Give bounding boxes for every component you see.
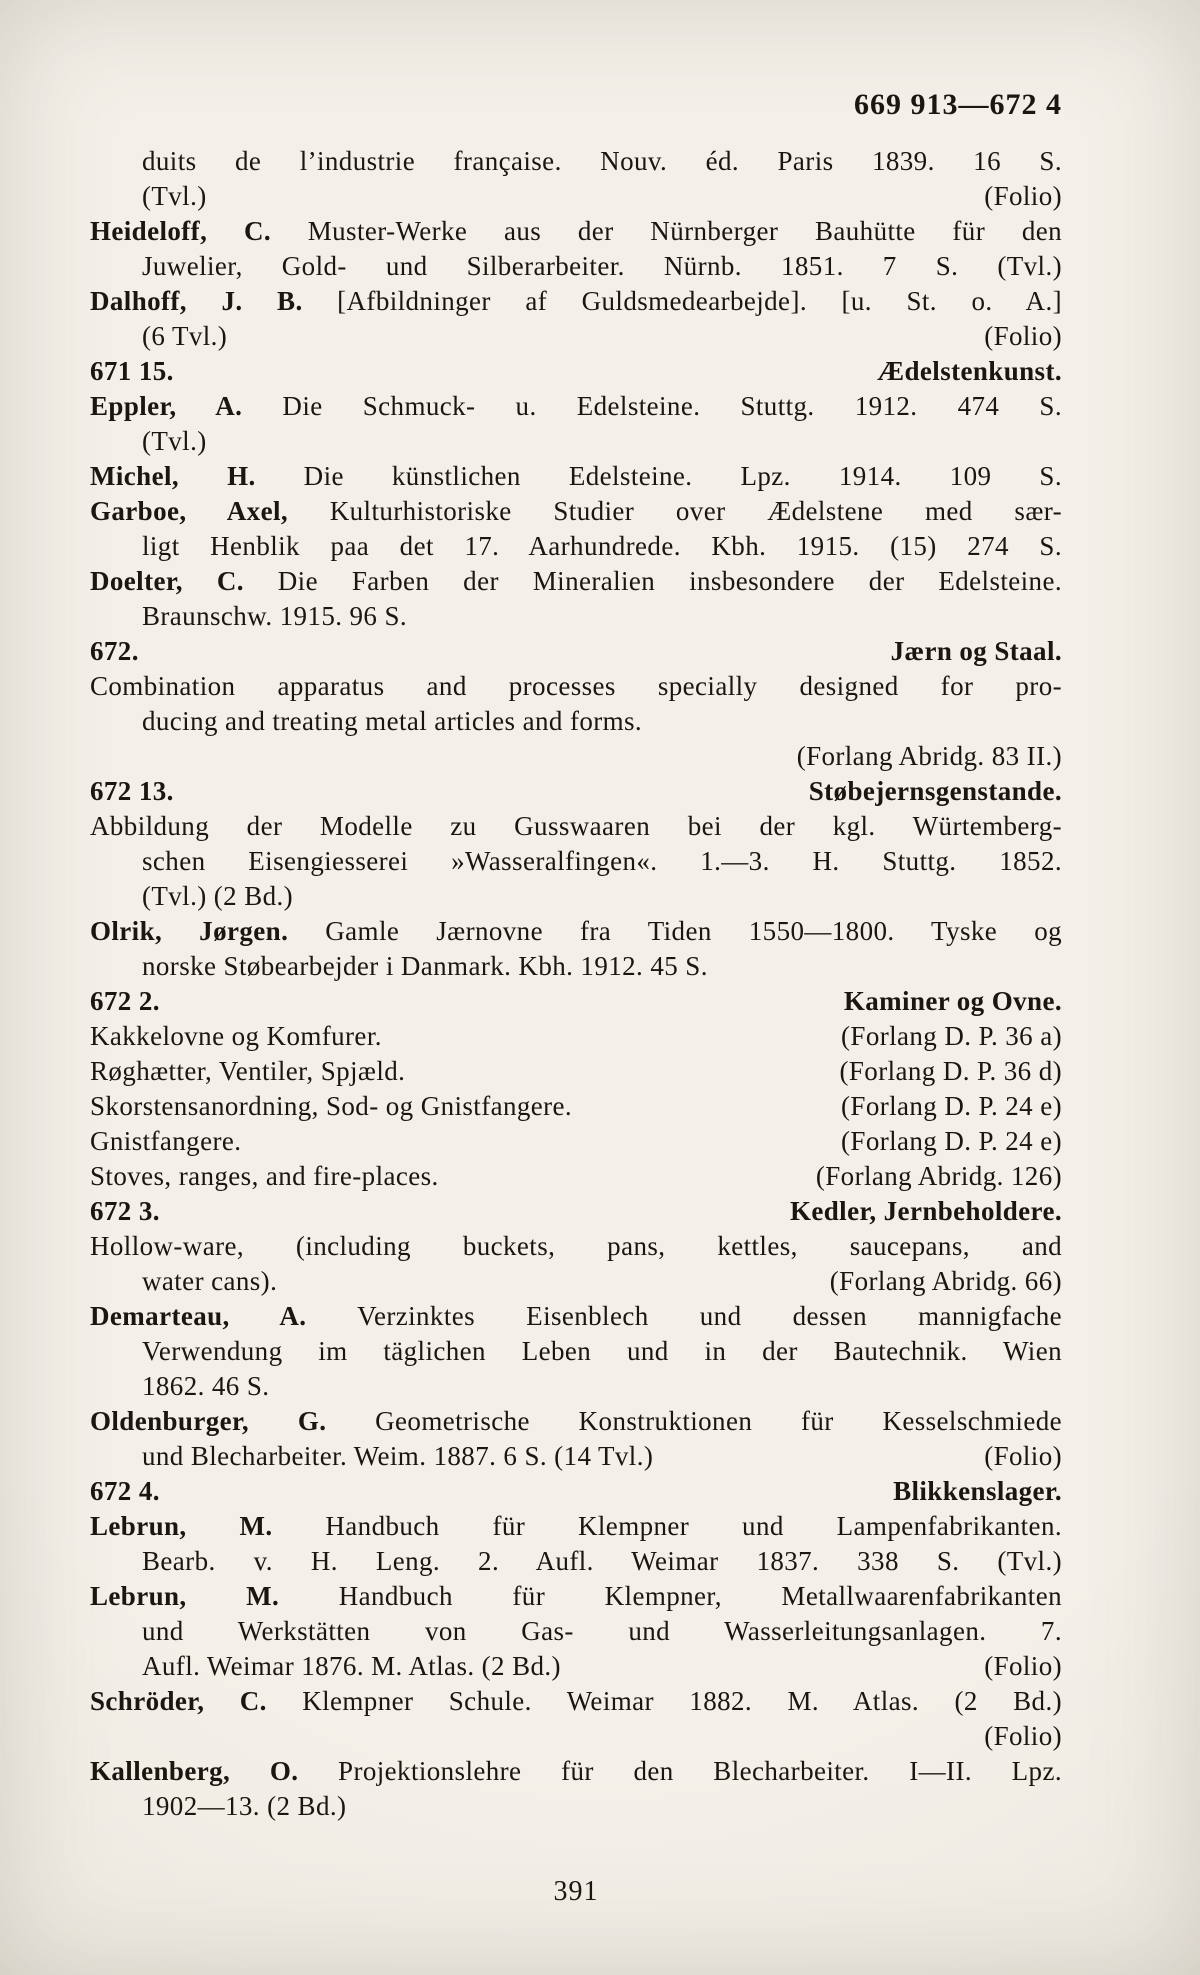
section-number: 671 15. [90,356,174,386]
entry-author: Olrik, Jørgen. [90,916,289,946]
entry-author: Michel, H. [90,461,256,491]
entry-author: Lebrun, M. [90,1511,273,1541]
line-reference: (Folio) [984,1441,1062,1471]
line-text [90,1194,160,1229]
line-text [90,1474,160,1509]
line-reference: (Forlang D. P. 24 e) [841,1126,1062,1156]
section-heading [90,1194,1062,1229]
catalog-line [90,914,1062,949]
section-heading [90,634,1062,669]
line-reference: (Forlang Abridg. 126) [815,1161,1062,1191]
line-text: Doelter, C. Die Farben der Mineralien insbesondere der Edelsteine. [90,566,1062,596]
catalog-line [90,1089,1062,1124]
entry-author: Garboe, Axel, [90,496,289,526]
catalog-line [90,1334,1062,1369]
page-header-classification: 669 913—672 4 [854,88,1062,121]
line-text [90,774,174,809]
section-title: Ædelstenkunst. [877,356,1062,386]
line-text: norske Støbearbejder i Danmark. Kbh. 1912. 45 S. [142,951,708,981]
catalog-line [90,1509,1062,1544]
line-text: (Tvl.) (2 Bd.) [142,881,294,911]
section-title: Blikkenslager. [893,1476,1062,1506]
page-number: 391 [553,1876,599,1907]
catalog-line [90,144,1062,179]
line-text: duits de l’industrie française. Nouv. éd. Paris 1839. 16 S. [142,146,1062,176]
line-text: ligt Henblik paa det 17. Aarhundrede. Kbh. 1915. (15) 274 S. [142,531,1062,561]
catalog-line [90,599,1062,634]
line-text: Abbildung der Modelle zu Gusswaaren bei der kgl. Würtemberg- [90,811,1062,841]
catalog-line [90,494,1062,529]
section-number: 672 4. [90,1476,160,1506]
entry-author: Lebrun, M. [90,1581,280,1611]
catalog-line [90,1369,1062,1404]
line-text: Kallenberg, O. Projektionslehre für den Blecharbeiter. I—II. Lpz. [90,1756,1062,1786]
catalog-line [90,1719,1062,1754]
line-reference: (Folio) [984,321,1062,351]
line-reference: (Forlang D. P. 24 e) [841,1091,1062,1121]
section-title: Kedler, Jernbeholdere. [789,1196,1062,1226]
catalog-line [90,1614,1062,1649]
line-text: Demarteau, A. Verzinktes Eisenblech und dessen mannigfache [90,1301,1062,1331]
line-text: Heideloff, C. Muster-Werke aus der Nürnberger Bauhütte für den [90,216,1062,246]
line-text: Dalhoff, J. B. [Afbildninger af Guldsmedearbejde]. [u. St. o. A.] [90,286,1062,316]
line-text: Stoves, ranges, and fire-places. [90,1161,439,1191]
entry-author: Dalhoff, J. B. [90,286,303,316]
entry-author: Demarteau, A. [90,1301,307,1331]
section-heading [90,354,1062,389]
section-heading [90,984,1062,1019]
catalog-line [90,529,1062,564]
line-reference: (Folio) [984,181,1062,211]
line-text: ducing and treating metal articles and forms. [142,706,643,736]
catalog-line [90,1124,1062,1159]
catalog-line [90,319,1062,354]
section-title: Støbejernsgenstande. [808,776,1062,806]
catalog-line [90,1404,1062,1439]
section-number: 672 2. [90,986,160,1016]
line-text: Aufl. Weimar 1876. M. Atlas. (2 Bd.) [142,1651,561,1681]
catalog-line [90,1299,1062,1334]
catalog-content [90,144,1062,1824]
entry-author: Heideloff, C. [90,216,271,246]
entry-author: Doelter, C. [90,566,244,596]
line-text [90,634,139,669]
line-text: und Werkstätten von Gas- und Wasserleitungsanlagen. 7. [142,1616,1062,1646]
entry-author: Schröder, C. [90,1686,267,1716]
catalog-line [90,1054,1062,1089]
line-text: Hollow-ware, (including buckets, pans, kettles, saucepans, and [90,1231,1062,1261]
catalog-line [90,284,1062,319]
line-text: 1862. 46 S. [142,1371,270,1401]
line-text: Garboe, Axel, Kulturhistoriske Studier over Ædelstene med sær- [90,496,1062,526]
section-number: 672 3. [90,1196,160,1226]
line-text: und Blecharbeiter. Weim. 1887. 6 S. (14 Tvl.) [142,1441,654,1471]
line-text: Verwendung im täglichen Leben und in der Bautechnik. Wien [142,1336,1062,1366]
catalog-line [90,1159,1062,1194]
line-reference: (Forlang D. P. 36 a) [841,1021,1062,1051]
catalog-line [90,879,1062,914]
entry-author: Oldenburger, G. [90,1406,327,1436]
catalog-line [90,739,1062,774]
catalog-line [90,1684,1062,1719]
catalog-line [90,1649,1062,1684]
line-text: (Tvl.) [142,181,207,211]
line-text: (Tvl.) [142,426,207,456]
line-reference: (Forlang Abridg. 66) [829,1266,1062,1296]
catalog-line [90,249,1062,284]
line-text: Olrik, Jørgen. Gamle Jærnovne fra Tiden 1550—1800. Tyske og [90,916,1062,946]
catalog-line [90,424,1062,459]
line-text: Juwelier, Gold- und Silberarbeiter. Nürnb. 1851. 7 S. (Tvl.) [142,251,1062,281]
line-text: Skorstensanordning, Sod- og Gnistfangere. [90,1091,573,1121]
catalog-line [90,1789,1062,1824]
section-number: 672 13. [90,776,174,806]
section-title: Kaminer og Ovne. [843,986,1062,1016]
line-text: Eppler, A. Die Schmuck- u. Edelsteine. Stuttg. 1912. 474 S. [90,391,1062,421]
catalog-line [90,1439,1062,1474]
section-title: Jærn og Staal. [890,636,1062,666]
catalog-line [90,949,1062,984]
catalog-line [90,1019,1062,1054]
line-text: Braunschw. 1915. 96 S. [142,601,408,631]
line-text [90,354,174,389]
catalog-line [90,1579,1062,1614]
line-reference: (Forlang Abridg. 83 II.) [796,741,1062,771]
catalog-line [90,459,1062,494]
catalog-line [90,389,1062,424]
line-text: Combination apparatus and processes specially designed for pro- [90,671,1062,701]
section-number: 672. [90,636,139,666]
line-reference: (Folio) [984,1651,1062,1681]
catalog-line [90,564,1062,599]
section-heading [90,1474,1062,1509]
catalog-line [90,214,1062,249]
catalog-line [90,669,1062,704]
catalog-line [90,1229,1062,1264]
line-reference: (Forlang D. P. 36 d) [839,1056,1062,1086]
line-text: Kakkelovne og Komfurer. [90,1021,382,1051]
line-text: (6 Tvl.) [142,321,228,351]
section-heading [90,774,1062,809]
catalog-line [90,844,1062,879]
line-reference: (Folio) [984,1721,1062,1751]
line-text: Oldenburger, G. Geometrische Konstruktionen für Kesselschmiede [90,1406,1062,1436]
line-text: Gnistfangere. [90,1126,242,1156]
line-text [90,984,160,1019]
line-text: schen Eisengiesserei »Wasseralfingen«. 1.—3. H. Stuttg. 1852. [142,846,1062,876]
entry-author: Kallenberg, O. [90,1756,299,1786]
catalog-line [90,179,1062,214]
line-text: Røghætter, Ventiler, Spjæld. [90,1056,406,1086]
line-text: Lebrun, M. Handbuch für Klempner, Metallwaarenfabrikanten [90,1581,1062,1611]
catalog-line [90,1754,1062,1789]
line-text: 1902—13. (2 Bd.) [142,1791,347,1821]
catalog-line [90,809,1062,844]
entry-author: Eppler, A. [90,391,243,421]
line-text: water cans). [142,1266,278,1296]
line-text: Bearb. v. H. Leng. 2. Aufl. Weimar 1837. 338 S. (Tvl.) [142,1546,1062,1576]
line-text: Michel, H. Die künstlichen Edelsteine. Lpz. 1914. 109 S. [90,461,1062,491]
line-text: Lebrun, M. Handbuch für Klempner und Lampenfabrikanten. [90,1511,1062,1541]
catalog-line [90,704,1062,739]
catalog-line [90,1264,1062,1299]
line-text: Schröder, C. Klempner Schule. Weimar 1882. M. Atlas. (2 Bd.) [90,1686,1062,1716]
catalog-line [90,1544,1062,1579]
